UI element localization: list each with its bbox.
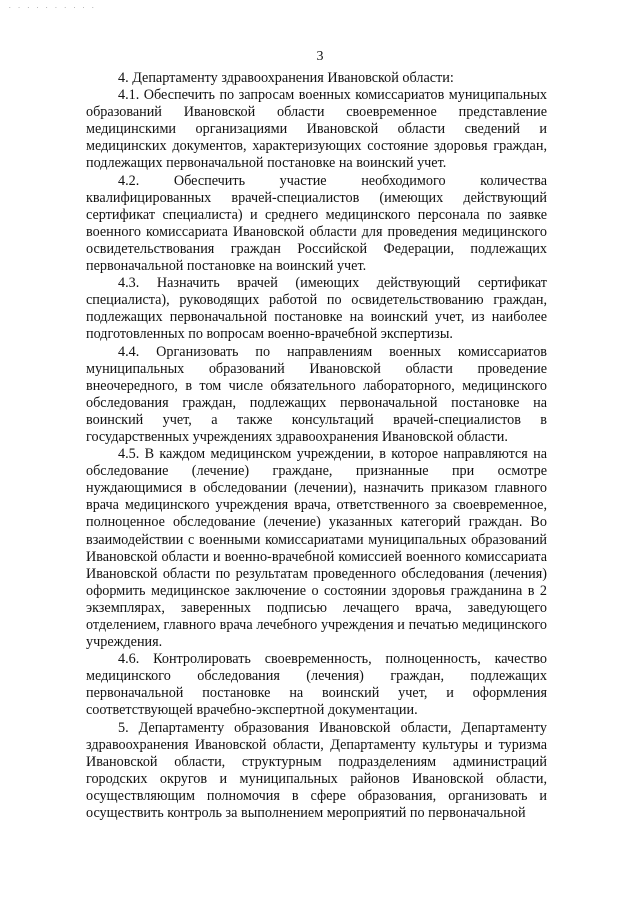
paragraph-4-3: 4.3. Назначить врачей (имеющих действующий сертификат специалиста), руководящих работой по освидетельствованию граждан, подлежащих первоначальной постановке на воинский учет, из наиболее подготовленных по вопросам военно-врачебной экспертизы. — [86, 275, 547, 343]
scan-marks: . . . . . . . . . . — [8, 3, 96, 10]
document-body — [86, 70, 547, 822]
paragraph-4: 4. Департаменту здравоохранения Ивановской области: — [118, 70, 454, 86]
paragraph-4-2: 4.2. Обеспечить участие необходимого количества квалифицированных врачей-специалистов (имеющих действующий сертификат специалиста) и среднего медицинского персонала по заявке военного комиссариата Ивановской области для проведения медицинского освидетельствования граждан Российской Федерации, подлежащих первоначальной постановке на воинский учет. — [86, 172, 547, 275]
paragraph-4-1: 4.1. Обеспечить по запросам военных комиссариатов муниципальных образований Ивановской области своевременное представление медицинскими организациями Ивановской области сведений и медицинских документов, характеризующих состояние здоровья граждан, подлежащих первоначальной постановке на воинский учет. — [86, 87, 547, 172]
page-number: 3 — [316, 49, 324, 64]
paragraph-4-5: 4.5. В каждом медицинском учреждении, в которое направляются на обследование (лечение) граждане, признанные при осмотре нуждающимися в обследовании (лечении), назначить приказом главного врача медицинского учреждения врача, ответственного за своевременное, полноценное обследование (лечение) указанных категорий граждан. Во взаимодействии с военными комиссариатами муниципальных образований Ивановской области и военно-врачебной комиссией военного комиссариата Ивановской области по результатам проведенного обследования (лечения) оформить медицинское заключение о состоянии здоровья гражданина в 2 экземплярах, заверенных подписью лечащего врача, заведующего отделением, главного врача лечебного учреждения и печатью медицинского учреждения. — [86, 446, 547, 651]
paragraph-4-6: 4.6. Контролировать своевременность, полноценность, качество медицинского обследования (лечения) граждан, подлежащих первоначальной постановке на воинский учет, и оформления соответствующей врачебно-экспертной документации. — [86, 651, 547, 719]
paragraph-5: 5. Департаменту образования Ивановской области, Департаменту здравоохранения Ивановской области, Департаменту культуры и туризма Ивановской области, структурным подразделениям администраций городских округов и муниципальных районов Ивановской области, осуществляющим полномочия в сфере образования, организовать и осуществить контроль за выполнением мероприятий по первоначальной — [86, 719, 547, 822]
paragraph-4-4: 4.4. Организовать по направлениям военных комиссариатов муниципальных образований Ивановской области проведение внеочередного, в том числе обязательного лабораторного, медицинского обследования граждан, подлежащих первоначальной постановке на воинский учет, а также консультаций врачей-специалистов в государственных учреждениях здравоохранения Ивановской области. — [86, 343, 547, 445]
